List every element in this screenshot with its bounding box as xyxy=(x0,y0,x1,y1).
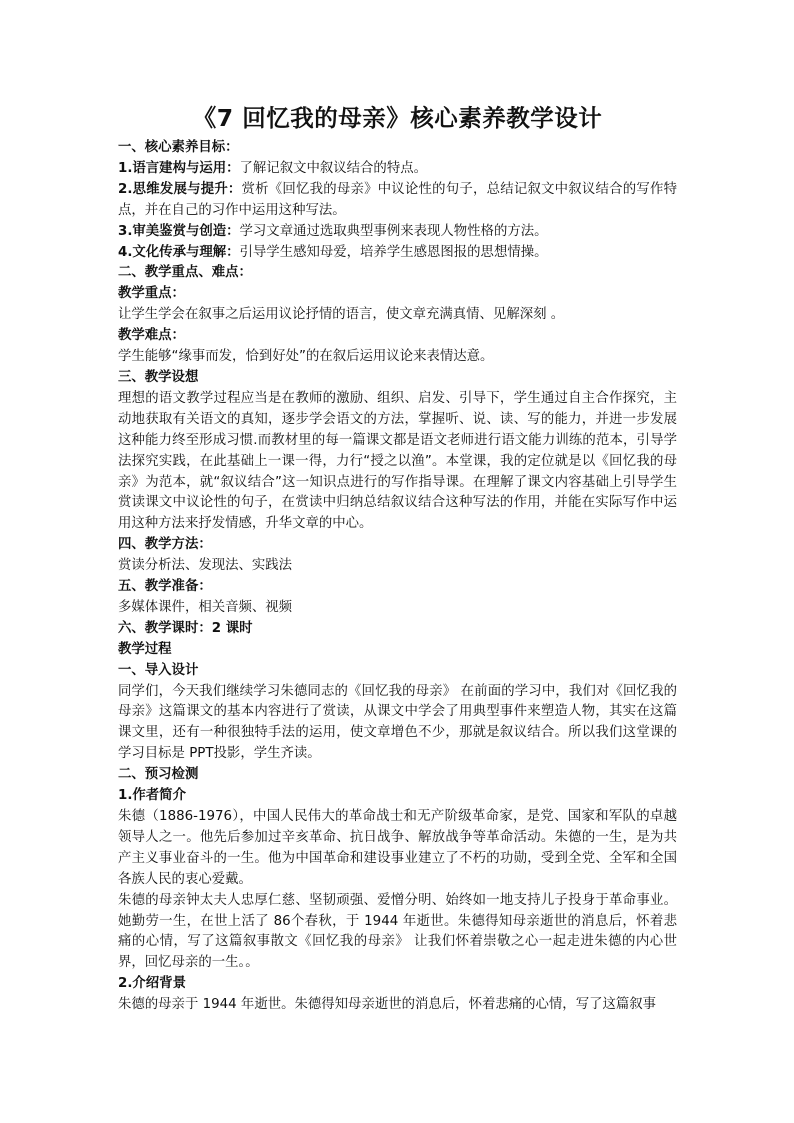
subheading: 教学难点： xyxy=(118,328,185,344)
subheading: 1.作者简介 xyxy=(118,788,186,804)
paragraph: 朱德（1886-1976），中国人民伟大的革命战士和无产阶级革命家，是党、国家和军队的卓越领导人之一。他先后参加过辛亥革命、抗日战争、解放战争等革命活动。朱德的一生，是为共产主义事业奋斗的一生。他为中国革命和建设事业建立了不朽的功勋，受到全党、全军和全国各族人民的衷心爱戴。 xyxy=(118,809,677,887)
subheading: 教学重点： xyxy=(118,286,185,302)
goal-item: 1.语言建构与运用：了解记叙文中叙议结合的特点。 xyxy=(118,160,427,176)
goal-item: 3.审美鉴赏与创造：学习文章通过选取典型事例来表现人物性格的方法。 xyxy=(118,223,548,239)
section-heading: 二、预习检测 xyxy=(118,767,199,783)
section-heading: 三、教学设想 xyxy=(118,369,199,385)
subheading: 教学过程 xyxy=(118,641,172,657)
paragraph: 朱德的母亲钟太夫人忠厚仁慈、坚韧顽强、爱憎分明、始终如一地支持儿子投身于革命事业。她勤劳一生，在世上活了 86个春秋，于 1944 年逝世。朱德得知母亲逝世的消息后，怀着悲痛的心情，写了这篇叙事散文《回忆我的母亲》 让我们怀着崇敬之心一起走进朱德的内心世界，回忆母亲的一生。。 xyxy=(118,892,677,971)
goal-item: 4.文化传承与理解：引导学生感知母爱，培养学生感恩图报的思想情操。 xyxy=(118,244,548,260)
paragraph: 学生能够“缘事而发，恰到好处”的在叙后运用议论来表情达意。 xyxy=(118,349,494,365)
paragraph: 朱德的母亲于 1944 年逝世。朱德得知母亲逝世的消息后，怀着悲痛的心情，写了这篇叙事 xyxy=(118,997,657,1013)
paragraph: 赏读分析法、发现法、实践法 xyxy=(118,558,293,574)
section-heading: 五、教学准备： xyxy=(118,579,212,595)
goal-item: 2.思维发展与提升：赏析《回忆我的母亲》中议论性的句子，总结记叙文中叙议结合的写作特点，并在自己的习作中运用这种写法。 xyxy=(118,181,677,218)
paragraph: 多媒体课件，相关音频、视频 xyxy=(118,599,293,615)
paragraph: 理想的语文教学过程应当是在教师的激励、组织、启发、引导下，学生通过自主合作探究，主动地获取有关语文的真知，逐步学会语文的方法，掌握听、说、读、写的能力，并进一步发展这种能力终至形成习惯.而教材里的每一篇课文都是语文老师进行语文能力训练的范本，引导学法探究实践，在此基础上一课一得，力行“授之以渔”。本堂课，我的定位就是以《回忆我的母亲》为范本，就“叙议结合”这一知识点进行的写作指导课。在理解了课文内容基础上引导学生赏读课文中议论性的句子，在赏读中归纳总结叙议结合这种写法的作用，并能在实际写作中运用这种方法来抒发情感，升华文章的中心。 xyxy=(118,390,677,532)
paragraph: 同学们，今天我们继续学习朱德同志的《回忆我的母亲》 在前面的学习中，我们对《回忆我的母亲》这篇课文的基本内容进行了赏读，从课文中学会了用典型事件来塑造人物，其实在这篇课文里，还有一种很独特手法的运用，使文章增色不少，那就是叙议结合。所以我们这堂课的学习目标是 PPT投影，学生齐读。 xyxy=(118,683,677,762)
document-title: 《7 回忆我的母亲》核心素养教学设计 xyxy=(192,104,603,132)
paragraph: 让学生学会在叙事之后运用议论抒情的语言，使文章充满真情、见解深刻 。 xyxy=(118,307,565,323)
subheading: 2.介绍背景 xyxy=(118,976,186,992)
section-heading: 二、教学重点、难点： xyxy=(118,265,252,281)
section-heading: 四、教学方法： xyxy=(118,537,212,553)
section-heading: 六、教学课时：2 课时 xyxy=(118,620,253,636)
section-heading: 一、核心素养目标： xyxy=(118,140,239,155)
section-heading: 一、导入设计 xyxy=(118,662,199,678)
